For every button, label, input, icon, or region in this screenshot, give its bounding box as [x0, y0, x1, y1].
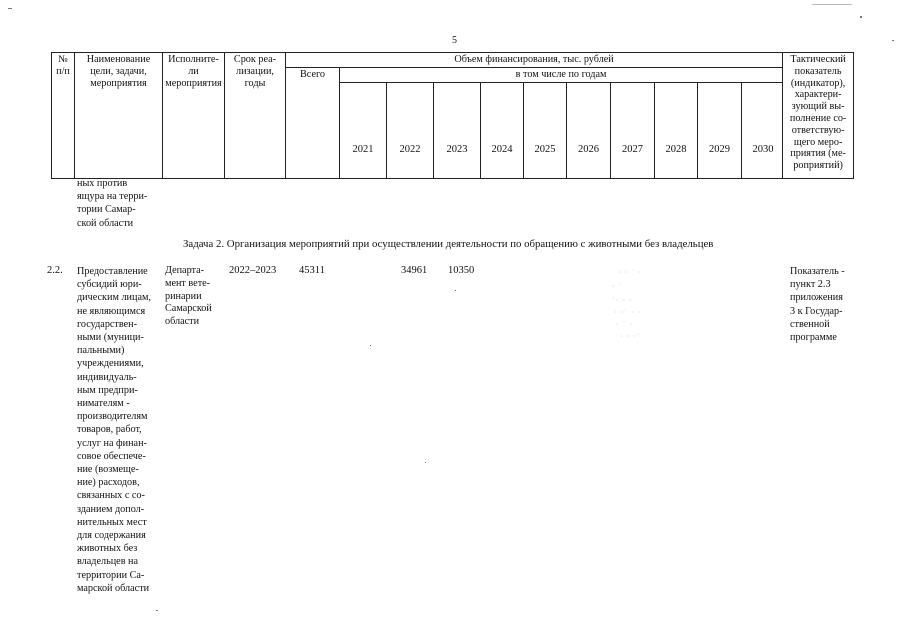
text-line: ственной	[790, 318, 830, 330]
row-term: 2022–2023	[229, 265, 277, 276]
header-year: 2023	[434, 83, 481, 179]
text-line: Предоставление	[77, 266, 148, 277]
text-line: услуг на финан-	[77, 437, 147, 449]
bleed-through-mark: ˙· · ·	[612, 296, 633, 305]
bleed-through-mark: · ˙ ·	[616, 320, 633, 329]
text-line: дическим лицам,	[77, 292, 151, 304]
funding-table-header	[51, 52, 854, 179]
header-indicator: Тактический показатель (индикатор), характери-зующий вы-полнение со-ответствую-щего меро-приятия (ме-роприятий)	[783, 53, 854, 179]
header-year: 2029	[698, 83, 742, 179]
scan-speck	[812, 4, 852, 5]
row-indicator	[790, 265, 845, 344]
text-line: территории Са-	[77, 569, 145, 581]
bleed-through-mark: · · ˙ ·	[618, 268, 642, 277]
task-heading: Задача 2. Организация мероприятий при осуществлении деятельности по обращению с животными без владельцев	[183, 238, 714, 250]
scan-speck	[455, 290, 456, 291]
text-line: не являющимся	[77, 305, 146, 317]
text-line: для содержания	[77, 530, 146, 542]
header-year: 2027	[611, 83, 655, 179]
text-line: совое обеспече-	[77, 450, 146, 462]
scan-speck	[8, 8, 12, 9]
text-line: нимателям -	[77, 398, 130, 410]
text-line: приложения	[790, 292, 843, 304]
header-total: Всего	[286, 68, 340, 179]
header-year: 2024	[481, 83, 524, 179]
text-line: нительных мест	[77, 516, 147, 528]
scan-speck	[860, 16, 862, 18]
text-line: ных против	[77, 178, 128, 189]
text-line: производителям	[77, 411, 148, 423]
header-executors: Исполните-ли мероприятия	[163, 53, 225, 179]
text-line: ным предпри-	[77, 384, 138, 396]
text-line: программе	[790, 332, 837, 344]
text-line: Показатель -	[790, 266, 845, 277]
text-line: мент вете-	[165, 277, 211, 289]
text-line: индивидуаль-	[77, 371, 137, 383]
header-name: Наименование цели, задачи, мероприятия	[75, 53, 163, 179]
text-line: ние) расходов,	[77, 477, 140, 489]
bleed-through-mark: · · ·˙	[620, 332, 641, 341]
header-num: № п/п	[52, 53, 75, 179]
header-year: 2022	[387, 83, 434, 179]
text-line: области	[165, 316, 200, 328]
text-line: владельцев на	[77, 556, 139, 568]
text-line: субсидий юри-	[77, 279, 142, 291]
text-line: учреждениями,	[77, 358, 144, 370]
text-line: марской области	[77, 582, 150, 594]
header-funding-title: Объем финансирования, тыс. рублей	[286, 53, 783, 68]
text-line: животных без	[77, 543, 138, 555]
bleed-through-mark: · ˙	[612, 282, 623, 291]
scan-speck	[156, 610, 158, 611]
row-executor	[165, 265, 212, 329]
text-line: Департа-	[165, 265, 205, 276]
header-year: 2028	[655, 83, 698, 179]
bleed-through-mark: · ·˙ · ·	[614, 308, 642, 317]
text-line: ской области	[77, 217, 134, 229]
header-year: 2026	[567, 83, 611, 179]
text-line: тории Самар-	[77, 204, 136, 216]
row-total: 45311	[299, 265, 325, 276]
text-line: связанных с со-	[77, 490, 145, 502]
page-number: 5	[452, 35, 457, 46]
text-line: ящура на терри-	[77, 191, 148, 203]
header-year: 2025	[524, 83, 567, 179]
text-line: ными (муници-	[77, 332, 144, 344]
row-name	[77, 265, 151, 595]
scan-speck	[370, 345, 371, 346]
text-line: пункт 2.3	[790, 279, 831, 291]
text-line: 3 к Государ-	[790, 305, 843, 317]
header-year: 2030	[742, 83, 783, 179]
text-line: ринарии	[165, 290, 202, 302]
row-value-2022: 34961	[401, 265, 428, 276]
text-line: товаров, работ,	[77, 424, 142, 436]
header-term: Срок реа-лизации, годы	[225, 53, 286, 179]
text-line: государствен-	[77, 318, 137, 330]
scan-speck	[425, 462, 426, 463]
continuation-text	[77, 177, 147, 230]
text-line: зданием допол-	[77, 503, 145, 515]
scan-speck	[892, 40, 894, 41]
row-number: 2.2.	[47, 265, 63, 276]
header-year: 2021	[340, 83, 387, 179]
text-line: ние (возмеще-	[77, 464, 139, 476]
text-line: Самарской	[165, 303, 212, 315]
row-value-2023: 10350	[448, 265, 475, 276]
text-line: пальными)	[77, 345, 125, 357]
header-by-years: в том числе по годам	[340, 68, 783, 83]
